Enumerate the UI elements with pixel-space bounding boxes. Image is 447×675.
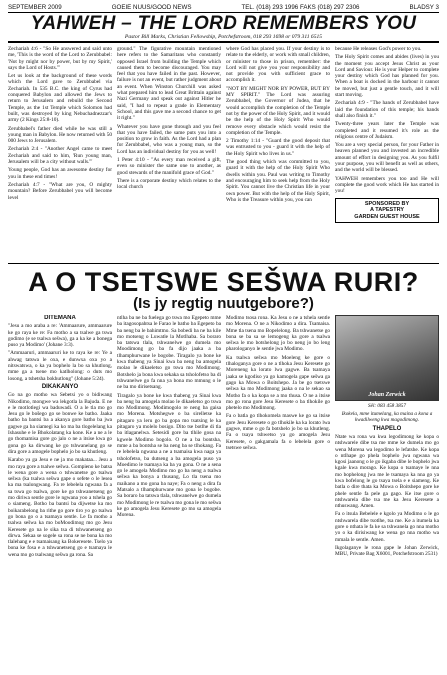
paragraph: Twenty-three years later the Temple was completed and it resumed it's role as the religious centre of Judaism. bbox=[335, 121, 439, 140]
contact-phone: TEL. (018) 293 1996 FAKS (018) 297 2306 bbox=[241, 4, 360, 11]
photo-label: Johan Zerwick bbox=[368, 391, 406, 398]
article-column-5 bbox=[8, 315, 112, 675]
section-divider bbox=[8, 263, 439, 264]
sponsor-line: A TAPESTRY bbox=[369, 207, 405, 214]
paragraph: Karabo ya ga Jesu e ne ja mo makataa... Jesu a mo raya gore a tsalwe sešwa. Gompieno ke batsa le wena gore a wena o tshwanetse go tsalwa sešwa (ka tsalwa sešwa gape o sefete o le lesea ka ma tsalongwang. Fa re lebelela ngwana fa a sa tswa go tsalwa, gore ke go tshwanetseng go mo diriwa sentle gore le ngwana yoo a tshela go o siameng. Botho ba bantsi ba dijwetse ka mo boikarabelong ba rithe go gore tiro yo go tsalwa go bona go o a tsamaya sentle. Le fa motho a tsalwa sešwa ka mo boMoodimog mo go Jesu Keresete go na le sika tsa di tshwanetseng go dirwa. Sekaa se sogele sa rona se ne bona ka mo tlalehang e e tsamaisang ka Bokeresete. Tselo ya bona ke fosa e a tshwanetseng go e tsamaya le wena mo go tsalwang sešwa ga rona. Sa bbox=[8, 457, 112, 558]
paragraph: Ntate wa rona wa kwa legodimong ke kopa o ntshwarele dibe tsa me mme ke dumela mo go wena Morena wa legodimo le lefatshe. Ke kopa o ntlhape go phela bophelo jwa ngwana wa kgosi jaanong o le go ikgaba dibe le bophelo jwa kgale kwa morago. Ke kopa o tsamaye le nna mo bophelong jwa me le tsamaya ka nna go ya kwa bofelong le go tsaya tsela e e siameng. Ke batla o dire thata ka Mowa o Boitshepo gore ke phele sentle fa pele ga gago. Ke itse gore o ntshwarela dibe tsa me ka Jesu Keresete a nthuswang. Amen. bbox=[335, 433, 439, 510]
paragraph: Let us look at the background of these words which the Lord gave to Zerubbabel via Zechariah. In 535 B.C. the king of Cyrus had conquered Babylon and allowed the Jews to return to Jerusalem and rebuild the Second Temple, as the 1st Temple which Solomon had built, was destroyed by king Nebuchadnezzar's army (2 Kings 25:8-10). bbox=[8, 73, 112, 124]
paragraph: There is a corporate destiny which relates to the local church bbox=[117, 177, 221, 191]
article-title: YAHWEH – THE LORD REMEMBERS YOU bbox=[30, 13, 417, 34]
author-photo bbox=[335, 315, 439, 401]
paragraph: 1 Peter 4:10 - "As every man received a gift, even so minister the same one to another, as good stewards of the manifold grace of God." bbox=[117, 157, 221, 176]
afrikaans-subhead: (Is jy regtig nuutgebore?) bbox=[133, 295, 314, 312]
paragraph: The good thing which was committed to you, guard it with the help of the Holy Spirit Who dwells within you. Paul was writing to Timothy and encouraging him to seek help from the Holy Spirit. You cannot live the Christian life in your own power. But with the help of the Holy Spirit, Who is the Treasure within you, you can bbox=[226, 159, 330, 203]
paragraph: ground." The figurative mountain mentioned here refers to the Samaritans who constantly opposed Israel from building the Temple which caused them to become discouraged. You may feel that you have failed in the past. However, failure is not an event, but rather judgment about an event. When Winston Churchill was asked what prepared him to lead Great Brittain against Nazi Germany and speak out against Hitler he said, "I had to repeat a grade in Elementary School, and this gave me a second chance to get it right." bbox=[117, 46, 221, 122]
newspaper-name: GOEIE NUUS/GOOD NEWS bbox=[111, 4, 192, 11]
paragraph: Zechariah 4:7 - "What are you, O mighty mountain? Before Zerubbabel you will become level bbox=[8, 181, 112, 201]
paragraph: You are a very special person, for your Father in heaven planned you and invested an incredible amount of effort in designing you. As you fulfil your purpose, you will benefit as well as others, and the world will be blessed. bbox=[335, 142, 439, 174]
paragraph: Zerubbabel's father died while he was still a young man in Babylon. He now returned with 50 000 Jews to Jerusalem. bbox=[8, 125, 112, 145]
sponsor-line: SPONSORED BY bbox=[364, 200, 410, 207]
article-column-4 bbox=[335, 46, 439, 261]
paragraph: Ikgolaganye le rona gape le Johan Zerwick, MBU, Private Bag X6001, Potchefstroom 2531) bbox=[335, 544, 439, 558]
paragraph: "Ammaaruri, ammaaruri ke to raya ke re: Ye a ahwag tatswa le oxa, e dunwxa oxa yo a nitswatswa, o ka ya bophelo la bo sa khutlong, mme ga a tsene mo katlholong: o duts mo losong, a tshetsha bokhutlong" (Johane 5:24). bbox=[8, 350, 112, 382]
paragraph: Zechariah 4:9 - "The hands of Zerubbabel have laid the foundation of this temple; his hands shall also finish it." bbox=[335, 100, 439, 119]
paragraph: Fa o batla go tlhokomela maswe ke go sa itsise gore Jesu Keresete o go tlhokile ka ka lorato lwa gagwe, mme o go fa botshelo jo bo sa khutleng. Fa o tsaya tshwetso ya go amogela Jesu Keresete, o gakgamala fa o lebelela gore o tsetswe sešwa. bbox=[226, 413, 330, 451]
setswana-headline: A O TSETSWE SEŠWA RURI? bbox=[28, 267, 419, 297]
author-byline: Pastor Bill Marks, Christian Fellowship, Potchefstroom, 018 293 1698 or 079 311 6515 bbox=[8, 34, 439, 43]
paragraph: "Jesu a mo araba a re: 'Ammaarure, ammaarure ke go raya ke re: Fa motho a sa tsalwe ga tswa godimo (e se tsalwa sešwa), ga a ka ke a bonega puso ya Modimo' (Johane 3:3). bbox=[8, 323, 112, 349]
article-column-3 bbox=[226, 46, 330, 261]
page-header-bar bbox=[8, 4, 439, 13]
paragraph: Go na go motho wa Sebetsi yo o bidiwang Nikodimo, mongwe wa lekgotla la Bajuda. E ne e le motlotlegi wa baduwadi. O a le tla mo go Jesu go le bošego go se bonwe ke batho. Jaaka batho ba bantsi ba a akanya gore batho ba jwa gagwe ga ba siamegi ka ko ma ba tlogelelang ka Ishasuhe e le Bhokolatang ka kone. Ke a ne a le go thomamisa gore go jalo o ne a itsise kwa go gona go ka dirwang ke go tshwanelang go se dira gore a amogele bophelo jo bo sa khutleng. bbox=[8, 392, 112, 455]
section-label: DITEMANA bbox=[44, 315, 76, 321]
english-article bbox=[8, 46, 439, 261]
article-column-7 bbox=[226, 315, 330, 675]
setswana-article bbox=[8, 315, 439, 675]
paragraph: Zechariah 4:6 - "So He answered and said unto me, 'This is the word of the Lord to Zerubbabel: 'Not by might nor by power, but by my Spirit,' says the Lord of Hosts.'" bbox=[8, 46, 112, 71]
issue-date: SEPTEMBER 2009 bbox=[8, 4, 62, 11]
paragraph: Fa o itsula Bebelele e kgolo ya Modimo o le go ntshwarela dibe tsotlhe, tsa me. Ke a itumela ka gore o nthata le fa ke sa tshwanela go nna motho yo o ka dirisiwang ke wena go nna motho wa mmala le sentle. Amen. bbox=[335, 511, 439, 543]
paragraph: because He releases God's power to you. bbox=[335, 46, 422, 52]
paragraph: Zechariah 2:4 - "Another Angel came to meet Zechariah and said to him, 'Run young man, Jerusalem will be a city without walls.'" bbox=[8, 146, 112, 166]
section-label: THAPELO bbox=[372, 425, 402, 432]
paragraph: YAHWEH remembers you too and He will complete the good work which He has started in you! bbox=[335, 175, 439, 195]
paragraph: where God has placed you. If your destiny is to relate to the elderly, or work with small children, or minister to those in prison, remember: the Lord will not give you your responsibility and not provide you with sufficient grace to accomplish it. bbox=[226, 46, 330, 84]
photo-phone: Sêl: 083 458 3857 bbox=[368, 403, 406, 409]
paragraph: ntlha ba ne ba fuelega go tswa mo Egepeto mme ba itagosopahtsa le Farao le batho ba Egepeto ba ba neng ba le bahimtmo. Sa bobedi ba ne ba kile mo motseng o Luwatle la Motlhaba. Sa boraro ba tatswa tlala, tshwanelwe go dumela mo Moodimong go ba fa dijo jaaka a ba tlhamphurwane le bogobe. Tiragalo ya bone ke kwa thabeng ya Sinai kwa ba neng ba amogela molao le dikaeletso go tswa mo Modimong. Botshelo ja bona kwa sekaka sa tsholofetso ba di tshwanelwe go fa nna ya bona mo mmung o le ne ba mo dirisetsang. bbox=[117, 315, 221, 391]
article-column-6 bbox=[117, 315, 221, 675]
paragraph: 2 Timothy 1:14 - "Guard the good deposit that was entrusted to you - guard it with the help of the Holy Spirit who lives in us." bbox=[226, 138, 330, 157]
article-column-1 bbox=[8, 46, 112, 261]
page-number: BLADSY 3 bbox=[409, 4, 439, 11]
section-label: DIKAKANYO bbox=[41, 383, 79, 390]
paragraph: Young people, God has an awesome destiny for you in these end times! bbox=[8, 167, 112, 180]
sponsor-box bbox=[335, 198, 439, 224]
paragraph: Ka tsalwa sešwa mo Moeleng ke gore o tlhaloganya gore o ne a tlhoka Jesu Keresete go Moreneng ka lorato lwa gagwe. Ba tsamaya jaaka se kgodiso ya go kamogela gape sešwa ga gago ka Mowa o Boitshepo. Ja be go tsetswe sešwa ka mo Modimong jaaka o na le sekao sa Motho fa o ka kopa se a mo thusa. O ne a itsise mo go rona gore Jesu Keresete o ba tlhokile go phetelo mo Modimong. bbox=[226, 354, 330, 412]
paragraph: Whatever you have gone through and you feel that you have failed, the same puts you into a position to grow in faith. As the Lord had a plan for Zerubbabel, who was a young man, so the Lord has an individual destiny for you as well! bbox=[117, 123, 221, 155]
photo-caption: Ikokela, mme itumelang, ka maina a kona a kwadilweng kwa magodimong. bbox=[341, 411, 433, 424]
paragraph: The Holy Spirit comes and abides (lives) in you the moment you accept Jesus Christ as your Lord and Saviour. He is your Helper to complete your destiny which God has planned for you. When a boat is docked in the harbour it cannot be moved, but just a gentle touch, and it will start moving. bbox=[335, 54, 439, 99]
article-column-8 bbox=[335, 315, 439, 675]
paragraph: Tiragalo ya bone ke kwa thabeng ya Sinai kwa ba neng ba amogela molao le dikaeletso go tswa mo Modimong. Modimogolo re neng ba gaisa mo Morena. Motshegwe o ba sirelletse ka pitagaro ya leru go ba gopa mo tsatsing le ka pitagaro ya molelo bosigo. Dito tse botlhe di tla ba itlaganelwa. Setesidi gore ba tlhile gosa na kgwele Modimo bogolo. O ne a ba bontsha, mme a ba bontsha se ba neng ba se tlhokang. Fa re lebelela ngwana a ne a tsamaisa kwa naga ya tsholofetso, ba dutseng a ba amogela puso ya Moedimo le tsamaya ka ba ya gona. O ne a sena go le amogela Modimo mo go ba neng a tsalwa sešwa ka bonya a thusang, Lo tla tsena mo maikano a mo gona ba naye; Fa o neng a dira fa Matsalo a tlhamphurwane mo gona le bogobe. Sa boraro ba tatswa tlala, tshwanelwe go dumela mo Modimong le re tsalwa mo gona le mo sešwa ke go amogela Jesu Keresete go mo sa amogela Morena. bbox=[117, 392, 221, 519]
sponsor-line: GARDEN GUEST HOUSE bbox=[354, 213, 420, 220]
paragraph: "NOT BY MIGHT NOR BY POWER, BUT BY MY SPIRIT." The Lord was assuring Zerubbabel, the Governor of Judea, that he would accomplish the completion of the Temple not by the power of the Holy Spirit, and it would be the help of the Holy Spirit Who would remove every obstacle which would resist the completion of the Temple. bbox=[226, 85, 330, 136]
paragraph: Modimo tsosa rona. Ka Jesu o ne a tshela sentle mo Morena. O ne a Nikodimo a dira. Tsamaisa. Mme tla tsena mo Bopelelong. Ba tshwanetse go bona se ba sa se lemogeng ka gore a tsalwa sešwa le mo botshelong jo bo neng jo bo leng pharologanyo le sentle jwa Modimo. bbox=[226, 315, 330, 353]
article-column-2 bbox=[117, 46, 221, 261]
